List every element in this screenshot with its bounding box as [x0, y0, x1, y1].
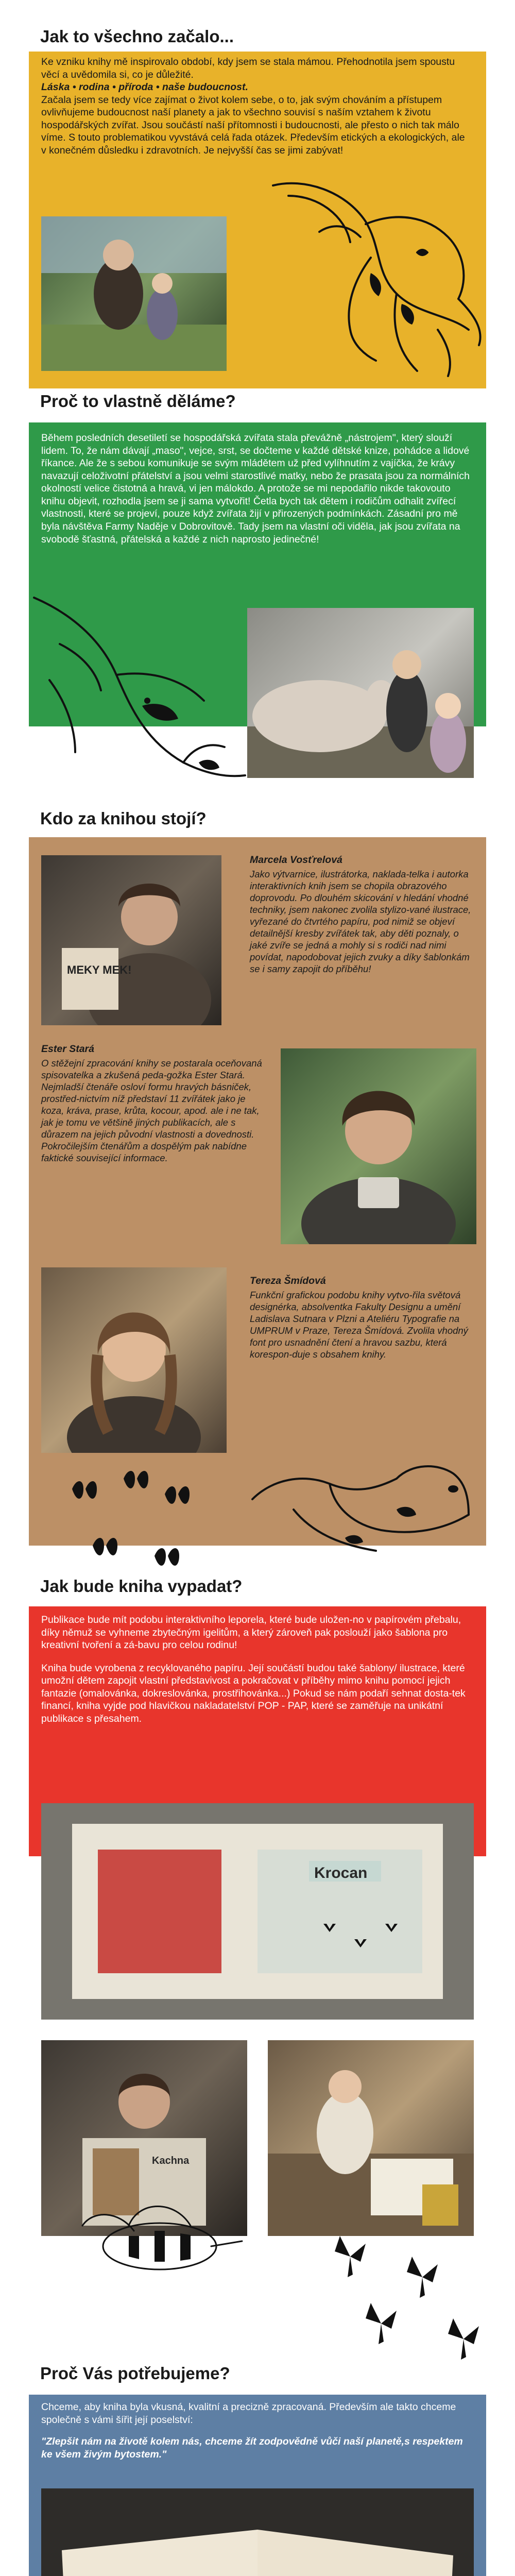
- goat-illustration: [242, 175, 500, 392]
- author-name-tereza: Tereza Šmídová: [250, 1275, 326, 1286]
- book-spread-photo: [41, 1803, 474, 2020]
- hoofprints-icon: [62, 1468, 227, 1577]
- pig-illustration: [242, 1432, 489, 1566]
- author-photo-tereza: [41, 1267, 227, 1453]
- open-book-photo: [41, 2488, 474, 2576]
- author-text-ester: O stěžejní zpracování knihy se postarala oceňovaná spisovatelka a zkušená peda-gožka Ester Stará. Nejmladší čtenáře osloví formu hravých básniček, prostřed-nictvím níž představí 11 zvířátek jako je koza, kráva, prase, krůta, kocour, apod. ale i ne tak, jak je tomu ve většině jiných publikacích, ale s důrazem na jejich původní vlastnosti a dovednosti. Pokročilejším čtenářům a dospělým pak nabídne faktické související informace.: [41, 1058, 262, 1163]
- author-photo-marcela: [41, 855, 221, 1025]
- section-title-who: Kdo za knihou stojí?: [40, 809, 207, 828]
- author-name-ester: Ester Stará: [41, 1043, 94, 1055]
- section-title-origin: Jak to všechno začalo...: [40, 27, 234, 46]
- family-photo: [41, 216, 227, 371]
- need-paragraph: Chceme, aby kniha byla vkusná, kvalitní a precizně zpracovaná. Především ale takto chceme společně s vámi šířit její poselství:: [41, 2401, 456, 2426]
- spread-title-krocan: Krocan: [314, 1865, 368, 1882]
- look-paragraph-2: Kniha bude vyrobena z recyklovaného papíru. Její součástí budou také šablony/ ilustrace, které umožní dětem zapojit vlastní představivost a pokračovat v příběhy mimo knihu pomocí jejich fantazie (omalovánka, dokreslovánka, prostřihovánka...) Pokud se nám podaří sehnat dosta-tek financí, kniha vyjde pod hlavičkou nakladatelství POP - PAP, které se zaměřuje na unikátní publikace s přesahem.: [41, 1662, 466, 1724]
- section-title-why: Proč to vlastně děláme?: [40, 392, 236, 411]
- why-paragraph: Během posledních desetiletí se hospodářská zvířata stala převážně „nástrojem", který slouží lidem. To, že nám dávají „maso", vejce, srst, se dočteme v každé dětské knize, pohádce a lidové říkance. Ale že s sebou komunikuje se svým mládětem už před vylíhnutím z vajíčka, že krávy navazují celoživotní přátelství a jsou velmi starostlivé matky, nebo že prasata jsou za normálních okolností velice čistotná a hravá, vi jen málokdo. A protože se mi nepodařilo nikde takovouto knihu objevit, rozhodla jsem se ji sama vytvořit! Četla bych tak dětem i rodičům odhalit zvířecí vlastnosti, které se projeví, pouze když zvířata žijí v přirozených podmínkách. Zásadní pro mě byla návštěva Farmy Naděje v Dobrovitově. Tady jsem na vlastní oči viděla, jak jsou zvířata na svobodě šťastná, přátelská a každé z nich naprosto jedinečné!: [41, 432, 470, 545]
- section-title-look: Jak bude kniha vypadat?: [40, 1577, 243, 1596]
- section-title-need: Proč Vás potřebujeme?: [40, 2364, 230, 2383]
- origin-paragraph-2: Začala jsem se tedy více zajímat o život kolem sebe, o to, jak svým chováním a přístupem ovlivňujeme budoucnost naší planety a jak to všechno souvisí s naším vztahem k životu hospodářských zvířat. Jsou součástí naší přítomnosti i budoucnosti, ale přesto o nich tak málo víme. S touto problematikou vyvstává celá řada otázek. Především etických a ekologických, ale v konečném důsledku i zdravotních. Je nejvyšší čas se jimi zabývat!: [41, 94, 465, 156]
- look-paragraph-1: Publikace bude mít podobu interaktivního leporela, které bude uložen-no v papírovém přebalu, díky němuž se vyhneme zbytečným igelitům, a který zároveň pak poslouží jako šablona pro kreativní tvoření a zá-bavu pro celou rodinu!: [41, 1614, 461, 1651]
- children-with-pig-photo: [247, 608, 474, 778]
- bird-footprints-icon: [309, 2215, 494, 2370]
- spread-title-kachna: Kachna: [152, 2155, 190, 2166]
- origin-motto: Láska • rodina • příroda • naše budoucnost.: [41, 81, 248, 93]
- author-name-marcela: Marcela Vosťrelová: [250, 854, 342, 866]
- author-text-tereza: Funkční grafickou podobu knihy vytvo-řila světová designérka, absolventka Fakulty Designu a umění Ladislava Sutnara v Plzni a Ateliéru Typografie na UMPRUM v Praze, Tereza Šmídová. Zvolila vhodný font pro usnadnění čtení a hravou sazbu, která korespon-duje s obsahem knihy.: [250, 1290, 468, 1360]
- author-text-marcela: Jako výtvarnice, ilustrátorka, naklada-telka i autorka interaktivních knih jsem se chopila obrazového doprovodu. Po dlouhém skicování v hledání vhodné techniky, jsem nakonec zvolila stylizo-vané ilustrace, vyřezané do čtvrtého papíru, pod nimiž se objeví detailnější kresby zvířátek tak, aby děti poznaly, o jaké zvíře se jedná a mohly si s rodiči nad nimi povídat, napodobovat jejich zvuky a díky šablonkám se i samy zapojit do příběhu!: [250, 869, 471, 974]
- origin-paragraph-1: Ke vzniku knihy mě inspirovalo období, kdy jsem se stala mámou. Přehodnotila jsem spoustu věcí a uvědomila si, co je důležité.: [41, 56, 455, 80]
- author-photo-ester: [281, 1048, 476, 1244]
- book-cover-label: MEKY MEK!: [67, 963, 132, 976]
- need-quote: "Zlepšit nám na životě kolem nás, chceme žít zodpovědně vůči naší planetě,s respektem ke všem živým bytostem.": [41, 2436, 463, 2460]
- bee-illustration: [72, 2195, 247, 2287]
- child-drawing-photo: [268, 2040, 474, 2236]
- cow-illustration: [29, 577, 250, 793]
